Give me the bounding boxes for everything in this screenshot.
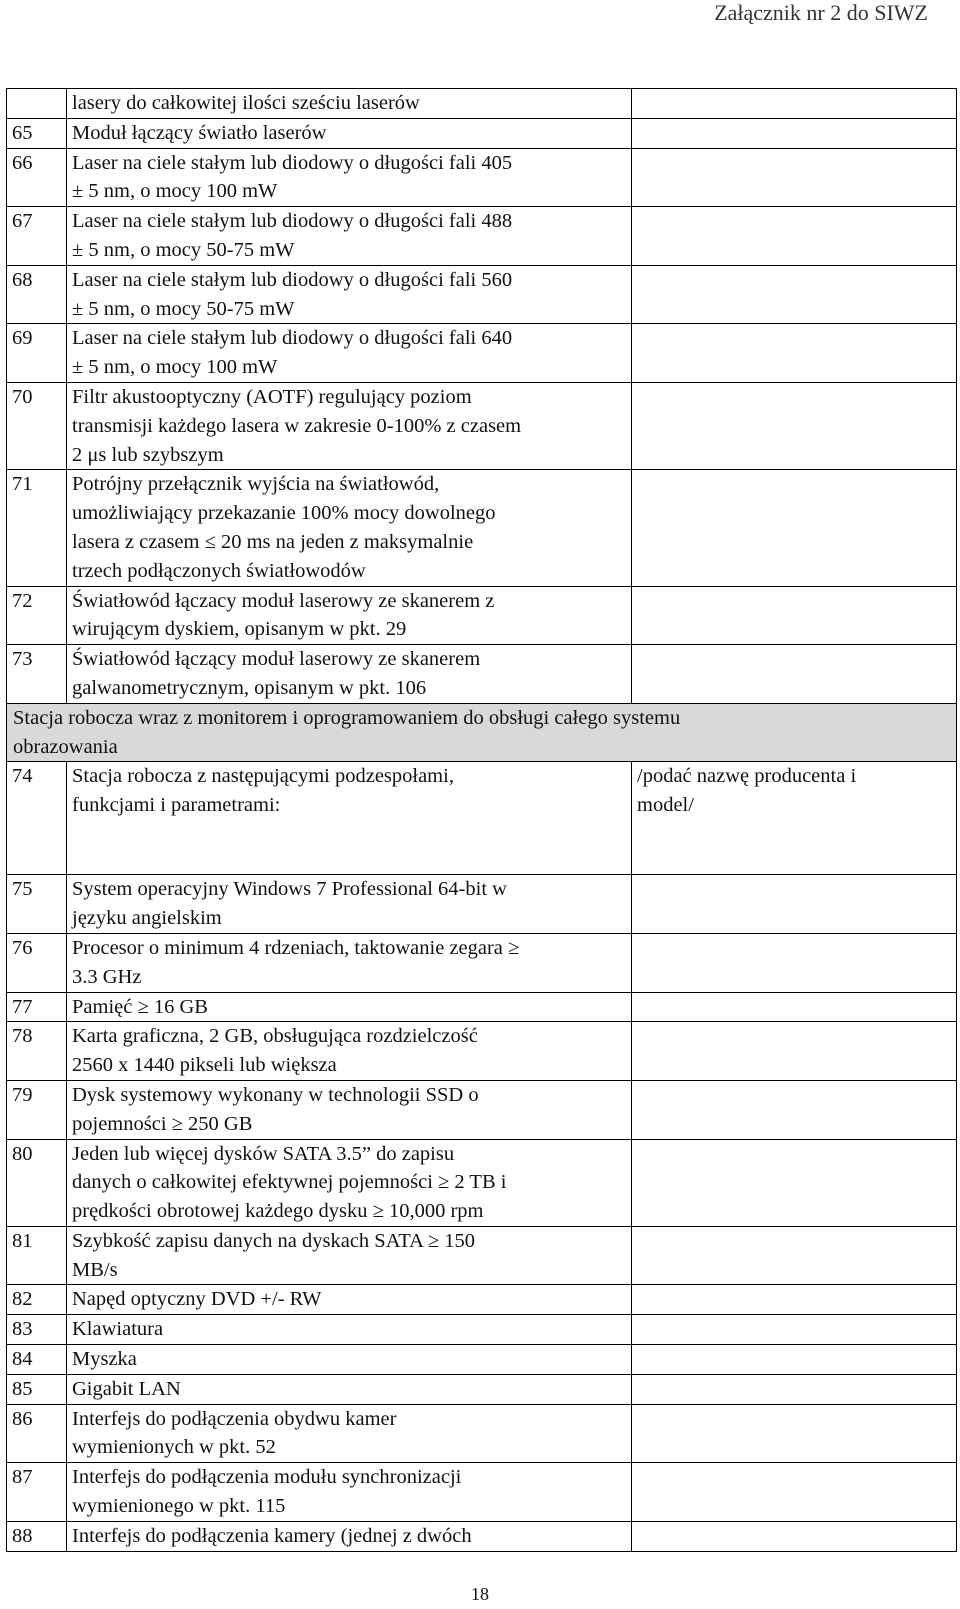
description-line: 2560 x 1440 pikseli lub większa [72, 1054, 337, 1077]
row-value [632, 1080, 957, 1139]
row-description [67, 1374, 632, 1404]
table-row [7, 1404, 957, 1463]
description-line: Laser na ciele stałym lub diodowy o długości fali 640 [72, 327, 513, 350]
table-body-bottom [7, 875, 957, 1551]
row-description [67, 1345, 632, 1375]
table-row [7, 89, 957, 119]
row-value [632, 207, 957, 266]
description-line: Filtr akustooptyczny (AOTF) regulujący poziom [72, 385, 472, 408]
description-line: ± 5 nm, o mocy 50-75 mW [72, 238, 295, 261]
row-value [632, 118, 957, 148]
row-description [67, 1022, 632, 1081]
row-number: 77 [7, 992, 67, 1022]
description-line: prędkości obrotowej każdego dysku ≥ 10,000 rpm [72, 1200, 484, 1223]
row-number: 85 [7, 1374, 67, 1404]
section-header-cell [7, 703, 957, 762]
description-line: funkcjami i parametrami: [72, 794, 281, 817]
table-row [7, 118, 957, 148]
description-line: lasery do całkowitej ilości sześciu laserów [72, 92, 420, 114]
description-line: Moduł łączący światło laserów [72, 121, 327, 144]
description-line: 3.3 GHz [72, 965, 142, 988]
row-number: 80 [7, 1139, 67, 1226]
section-header-row [7, 703, 957, 762]
table-row [7, 992, 957, 1022]
description-line: MB/s [72, 1258, 118, 1281]
row-number: 66 [7, 148, 67, 207]
row-value [632, 1139, 957, 1226]
row-number: 71 [7, 470, 67, 586]
description-line: ± 5 nm, o mocy 100 mW [72, 180, 278, 203]
description-line: galwanometrycznym, opisanym w pkt. 106 [72, 676, 427, 699]
description-line: Laser na ciele stałym lub diodowy o długości fali 488 [72, 210, 513, 233]
table-row [7, 1080, 957, 1139]
description-line: lasera z czasem ≤ 20 ms na jeden z maksymalnie [72, 530, 474, 553]
row-number: 88 [7, 1521, 67, 1551]
description-line: wirującym dyskiem, opisanym w pkt. 29 [72, 618, 407, 641]
row-number: 73 [7, 645, 67, 704]
row-value [632, 89, 957, 119]
row-description [67, 1285, 632, 1315]
description-line: Dysk systemowy wykonany w technologii SSD o [72, 1083, 479, 1106]
description-line: umożliwiający przekazanie 100% mocy dowolnego [72, 502, 496, 525]
table-row [7, 148, 957, 207]
description-line: Jeden lub więcej dysków SATA 3.5” do zapisu [72, 1142, 455, 1165]
value-line: /podać nazwę producenta i [637, 765, 857, 788]
row-value [632, 1345, 957, 1375]
row-number: 72 [7, 586, 67, 645]
row-description [67, 1521, 632, 1551]
description-line: Pamięć ≥ 16 GB [72, 995, 208, 1018]
table-row [7, 207, 957, 266]
specification-table [6, 88, 957, 1552]
description-line: wymienionych w pkt. 52 [72, 1436, 276, 1459]
row-description [67, 1226, 632, 1285]
row-description [67, 1315, 632, 1345]
description-line: trzech podłączonych światłowodów [72, 559, 366, 582]
section-header-line: obrazowania [13, 735, 118, 758]
table-row [7, 1374, 957, 1404]
row-value [632, 1374, 957, 1404]
table-row [7, 324, 957, 383]
table-row [7, 645, 957, 704]
page-number: 18 [471, 1584, 489, 1604]
row-number: 70 [7, 382, 67, 469]
description-line: Światłowód łączący moduł laserowy ze skanerem [72, 648, 481, 671]
description-line: pojemności ≥ 250 GB [72, 1112, 253, 1135]
description-line: Laser na ciele stałym lub diodowy o długości fali 405 [72, 151, 513, 174]
row-description [67, 762, 632, 875]
row-number: 76 [7, 933, 67, 992]
table-row [7, 1285, 957, 1315]
row-value [632, 875, 957, 934]
row-value [632, 586, 957, 645]
table-row [7, 1226, 957, 1285]
description-line: ± 5 nm, o mocy 50-75 mW [72, 297, 295, 320]
table-row [7, 762, 957, 875]
description-line: Laser na ciele stałym lub diodowy o długości fali 560 [72, 268, 513, 291]
table-row [7, 470, 957, 586]
row-value [632, 933, 957, 992]
row-number: 86 [7, 1404, 67, 1463]
table-row [7, 1345, 957, 1375]
description-line: Interfejs do podłączenia obydwu kamer [72, 1407, 397, 1430]
description-line: danych o całkowitej efektywnej pojemności ≥ 2 TB i [72, 1171, 507, 1194]
description-line: Potrójny przełącznik wyjścia na światłowód, [72, 473, 440, 496]
description-line: transmisji każdego lasera w zakresie 0-100% z czasem [72, 414, 522, 437]
row-number: 78 [7, 1022, 67, 1081]
row-number: 69 [7, 324, 67, 383]
row-number [7, 89, 67, 119]
table-row [7, 933, 957, 992]
row-number: 81 [7, 1226, 67, 1285]
table-row [7, 1139, 957, 1226]
row-description [67, 992, 632, 1022]
row-number: 74 [7, 762, 67, 875]
row-description [67, 470, 632, 586]
row-value [632, 992, 957, 1022]
row-number: 83 [7, 1315, 67, 1345]
row-description [67, 875, 632, 934]
row-value [632, 265, 957, 324]
row-number: 84 [7, 1345, 67, 1375]
row-description [67, 1080, 632, 1139]
row-value [632, 1226, 957, 1285]
description-line: Myszka [72, 1348, 137, 1371]
row-description [67, 1139, 632, 1226]
table-row [7, 382, 957, 469]
table-row [7, 265, 957, 324]
row-value [632, 1285, 957, 1315]
section-header-line: Stacja robocza wraz z monitorem i oprogramowaniem do obsługi całego systemu [13, 706, 681, 729]
row-description [67, 1463, 632, 1522]
row-description [67, 118, 632, 148]
table-row [7, 1022, 957, 1081]
description-line: Szybkość zapisu danych na dyskach SATA ≥ 150 [72, 1229, 476, 1252]
description-line: System operacyjny Windows 7 Professional 64-bit w [72, 878, 507, 901]
row-description [67, 324, 632, 383]
description-line: Napęd optyczny DVD +/- RW [72, 1288, 322, 1311]
table-row [7, 1463, 957, 1522]
row-number: 75 [7, 875, 67, 934]
table-row [7, 1521, 957, 1551]
row-number: 87 [7, 1463, 67, 1522]
row-value [632, 1404, 957, 1463]
table-body-section [7, 703, 957, 875]
row-description [67, 148, 632, 207]
value-line: model/ [637, 794, 694, 817]
row-value [632, 148, 957, 207]
description-line: Stacja robocza z następującymi podzespołami, [72, 765, 454, 788]
description-line: Światłowód łączacy moduł laserowy ze skanerem z [72, 589, 495, 612]
row-value [632, 382, 957, 469]
row-number: 67 [7, 207, 67, 266]
description-line: wymienionego w pkt. 115 [72, 1495, 286, 1518]
row-number: 68 [7, 265, 67, 324]
table-row [7, 1315, 957, 1345]
row-number: 65 [7, 118, 67, 148]
table-body-top [7, 89, 957, 704]
row-description [67, 207, 632, 266]
description-line: Procesor o minimum 4 rdzeniach, taktowanie zegara ≥ [72, 936, 520, 959]
row-value [632, 1521, 957, 1551]
row-number: 82 [7, 1285, 67, 1315]
row-value [632, 324, 957, 383]
row-description [67, 645, 632, 704]
description-line: 2 μs lub szybszym [72, 443, 224, 466]
row-value [632, 762, 957, 875]
row-description [67, 382, 632, 469]
row-number: 79 [7, 1080, 67, 1139]
row-value [632, 1022, 957, 1081]
row-description [67, 89, 632, 119]
document-header: Załącznik nr 2 do SIWZ [714, 0, 928, 25]
description-line: ± 5 nm, o mocy 100 mW [72, 356, 278, 379]
row-description [67, 933, 632, 992]
description-line: Gigabit LAN [72, 1377, 181, 1400]
row-value [632, 1315, 957, 1345]
row-value [632, 645, 957, 704]
description-line: Interfejs do podłączenia modułu synchronizacji [72, 1466, 462, 1489]
table-row [7, 875, 957, 934]
table-row [7, 586, 957, 645]
description-line: Interfejs do podłączenia kamery (jednej z dwóch [72, 1524, 472, 1547]
row-description [67, 586, 632, 645]
row-value [632, 470, 957, 586]
description-line: Karta graficzna, 2 GB, obsługująca rozdzielczość [72, 1025, 478, 1048]
row-description [67, 265, 632, 324]
row-value [632, 1463, 957, 1522]
description-line: języku angielskim [72, 907, 222, 930]
description-line: Klawiatura [72, 1318, 164, 1341]
row-description [67, 1404, 632, 1463]
